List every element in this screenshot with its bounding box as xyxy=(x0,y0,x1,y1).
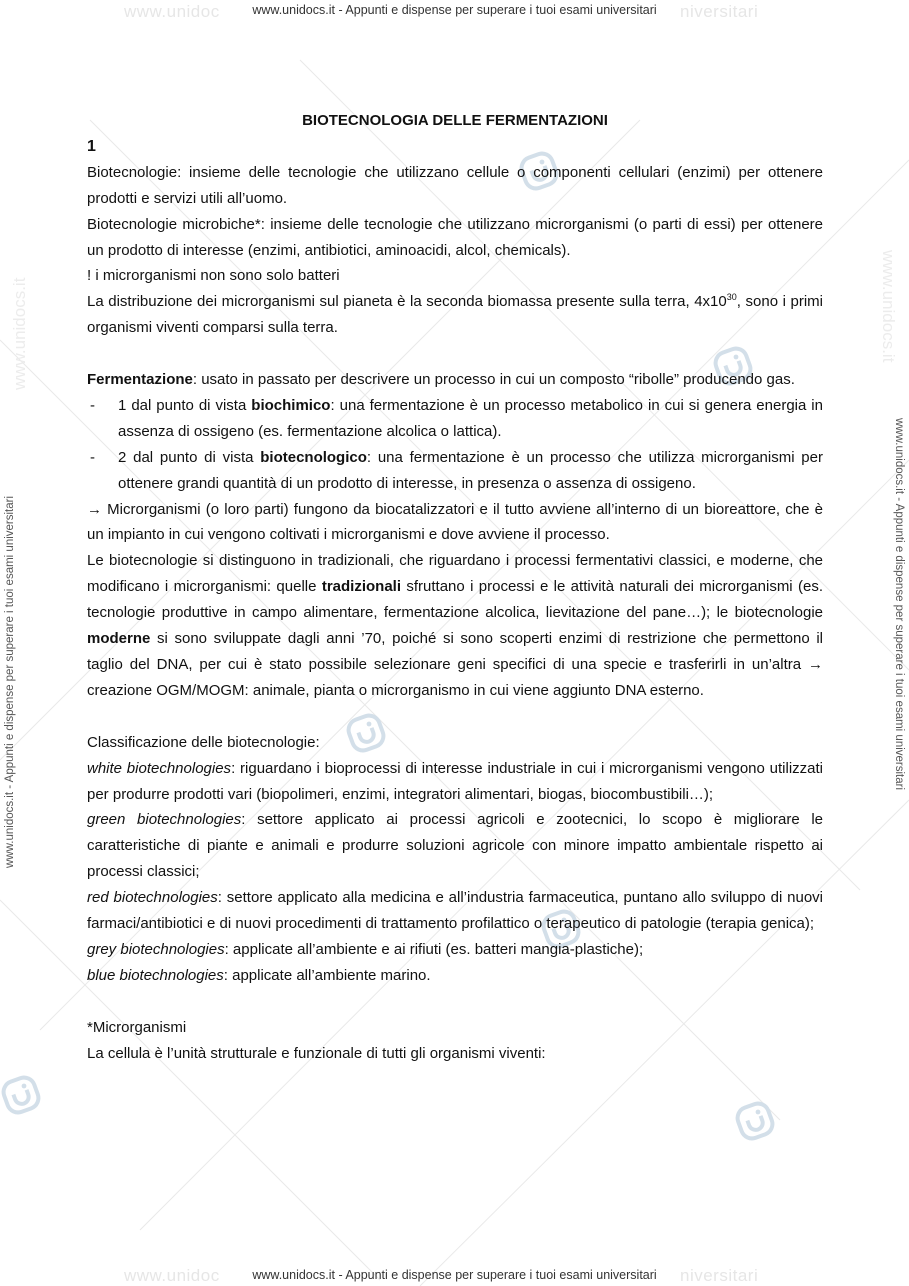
paragraph xyxy=(87,367,823,393)
paragraph-text: : una fermentazione è un processo metabolico in cui si genera energia in assenza di ossigeno (es. fermentazione alcolica o lattica). xyxy=(118,396,823,440)
term-italic: red biotechnologies xyxy=(87,889,218,907)
watermark-side-ghost-left: www.unidocs.it xyxy=(10,277,29,390)
paragraph: → Microrganismi (o loro parti) fungono da biocatalizzatori e il tutto avviene all’interno di un bioreattore, che è un impianto in cui vengono coltivati i microrganismi e dove avviene il processo. xyxy=(87,500,823,544)
list-item xyxy=(87,445,823,497)
watermark-side-ghost-right: www.unidocs.it xyxy=(879,250,898,363)
watermark-side-right: www.unidocs.it - Appunti e dispense per superare i tuoi esami universitari xyxy=(893,418,905,791)
paragraph xyxy=(87,289,823,341)
paragraph: Biotecnologie: insieme delle tecnologie che utilizzano cellule o componenti cellulari (enzimi) per ottenere prodotti e servizi utili all’uomo. xyxy=(87,163,823,207)
watermark-header: www.unidocs.it - Appunti e dispense per superare i tuoi esami universitari xyxy=(252,3,657,17)
paragraph xyxy=(87,937,823,963)
paragraph-text: : settore applicato ai processi agricoli e zootecnici, lo scopo è migliorare le caratteristiche di piante e animali e produrre soluzioni agricole con minore impatto ambientale rispetto ai processi classici; xyxy=(87,811,823,881)
term-italic: white biotechnologies xyxy=(87,759,232,777)
watermark-side-left: www.unidocs.it - Appunti e dispense per superare i tuoi esami universitari xyxy=(4,495,16,868)
paragraph: Classificazione delle biotecnologie: xyxy=(87,733,320,751)
paragraph-text: 1 dal punto di vista xyxy=(118,396,252,414)
paragraph: ! i microrganismi non sono solo batteri xyxy=(87,267,340,285)
document-body xyxy=(87,108,823,1066)
paragraph-text: : applicate all’ambiente marino. xyxy=(223,966,431,984)
paragraph xyxy=(87,548,823,703)
paragraph-text: si sono sviluppate dagli anni ’70, poiché si sono scoperti enzimi di restrizione che permettono il taglio del DNA, per cui è stato possibile selezionare geni specifici di una specie e trasferirli in un’altra → creazione OGM/MOGM: animale, pianta o microrganismo in cui viene aggiunto DNA esterno. xyxy=(87,630,823,699)
paragraph: La cellula è l’unità strutturale e funzionale di tutti gli organismi viventi: xyxy=(87,1044,546,1062)
paragraph-text: 2 dal punto di vista xyxy=(118,448,261,466)
term-bold: Fermentazione xyxy=(87,371,193,389)
superscript: 30 xyxy=(726,292,737,303)
paragraph xyxy=(87,756,823,808)
paragraph xyxy=(87,963,823,989)
watermark-ghost-right-bottom: niversitari xyxy=(680,1266,759,1285)
term-bold: biochimico xyxy=(251,396,331,414)
term-bold: moderne xyxy=(87,630,151,648)
paragraph-text: La distribuzione dei microrganismi sul pianeta è la seconda biomassa presente sulla terra, 4x10 xyxy=(87,293,727,311)
watermark-footer: www.unidocs.it - Appunti e dispense per superare i tuoi esami universitari xyxy=(252,1268,657,1282)
paragraph-text: sfruttano i processi e le attività naturali dei microrganismi (es. tecnologie produttive in campo alimentare, fermentazione alcolica, lievitazione del pane…); le biotecnologie xyxy=(87,578,823,622)
paragraph xyxy=(87,807,823,885)
paragraph-text: : settore applicato alla medicina e all’industria farmaceutica, puntano allo sviluppo di nuovi farmaci/antibiotici e di nuovi procedimenti di trattamento profilattico o terapeutico di patologie (terapia genica); xyxy=(87,889,823,933)
unidocs-logo-icon xyxy=(0,1074,42,1116)
paragraph-text: : una fermentazione è un processo che utilizza microrganismi per ottenere grandi quantità di un prodotto di interesse, in presenza o assenza di ossigeno. xyxy=(118,448,823,492)
bullet-dash: - xyxy=(90,448,95,466)
document-title: BIOTECNOLOGIA DELLE FERMENTAZIONI xyxy=(302,112,608,129)
unidocs-logo-icon xyxy=(734,1100,776,1142)
term-italic: blue biotechnologies xyxy=(87,966,224,984)
paragraph-text: : riguardano i bioprocessi di interesse industriale in cui i microrganismi vengono utilizzati per produrre prodotti vari (biopolimeri, enzimi, integratori alimentari, biogas, biocombustibili…); xyxy=(87,759,823,803)
paragraph-text: , sono i primi organismi viventi comparsi sulla terra. xyxy=(87,293,823,337)
section-number: 1 xyxy=(87,137,96,155)
paragraph xyxy=(87,885,823,937)
bullet-dash: - xyxy=(90,396,95,414)
term-bold: tradizionali xyxy=(321,578,402,596)
paragraph-text: Le biotecnologie si distinguono in tradizionali, che riguardano i processi fermentativi classici, e moderne, che modificano i microrganismi: quelle xyxy=(87,552,823,596)
paragraph-text: : applicate all’ambiente e ai rifiuti (es. batteri mangia-plastiche); xyxy=(224,940,644,958)
term-italic: green biotechnologies xyxy=(87,811,242,829)
list-item xyxy=(87,393,823,445)
paragraph: *Microrganismi xyxy=(87,1018,187,1036)
paragraph: Biotecnologie microbiche*: insieme delle tecnologie che utilizzano microrganismi (o parti di essi) per ottenere un prodotto di interesse (enzimi, antibiotici, aminoacidi, alcol, chemicals). xyxy=(87,215,823,259)
watermark-ghost-right: niversitari xyxy=(680,2,759,21)
watermark-ghost-left: www.unidoc xyxy=(124,2,220,21)
term-italic: grey biotechnologies xyxy=(87,940,225,958)
paragraph-text: : usato in passato per descrivere un processo in cui un composto “ribolle” producendo gas. xyxy=(192,371,795,389)
watermark-ghost-left-bottom: www.unidoc xyxy=(124,1266,220,1285)
term-bold: biotecnologico xyxy=(260,448,367,466)
